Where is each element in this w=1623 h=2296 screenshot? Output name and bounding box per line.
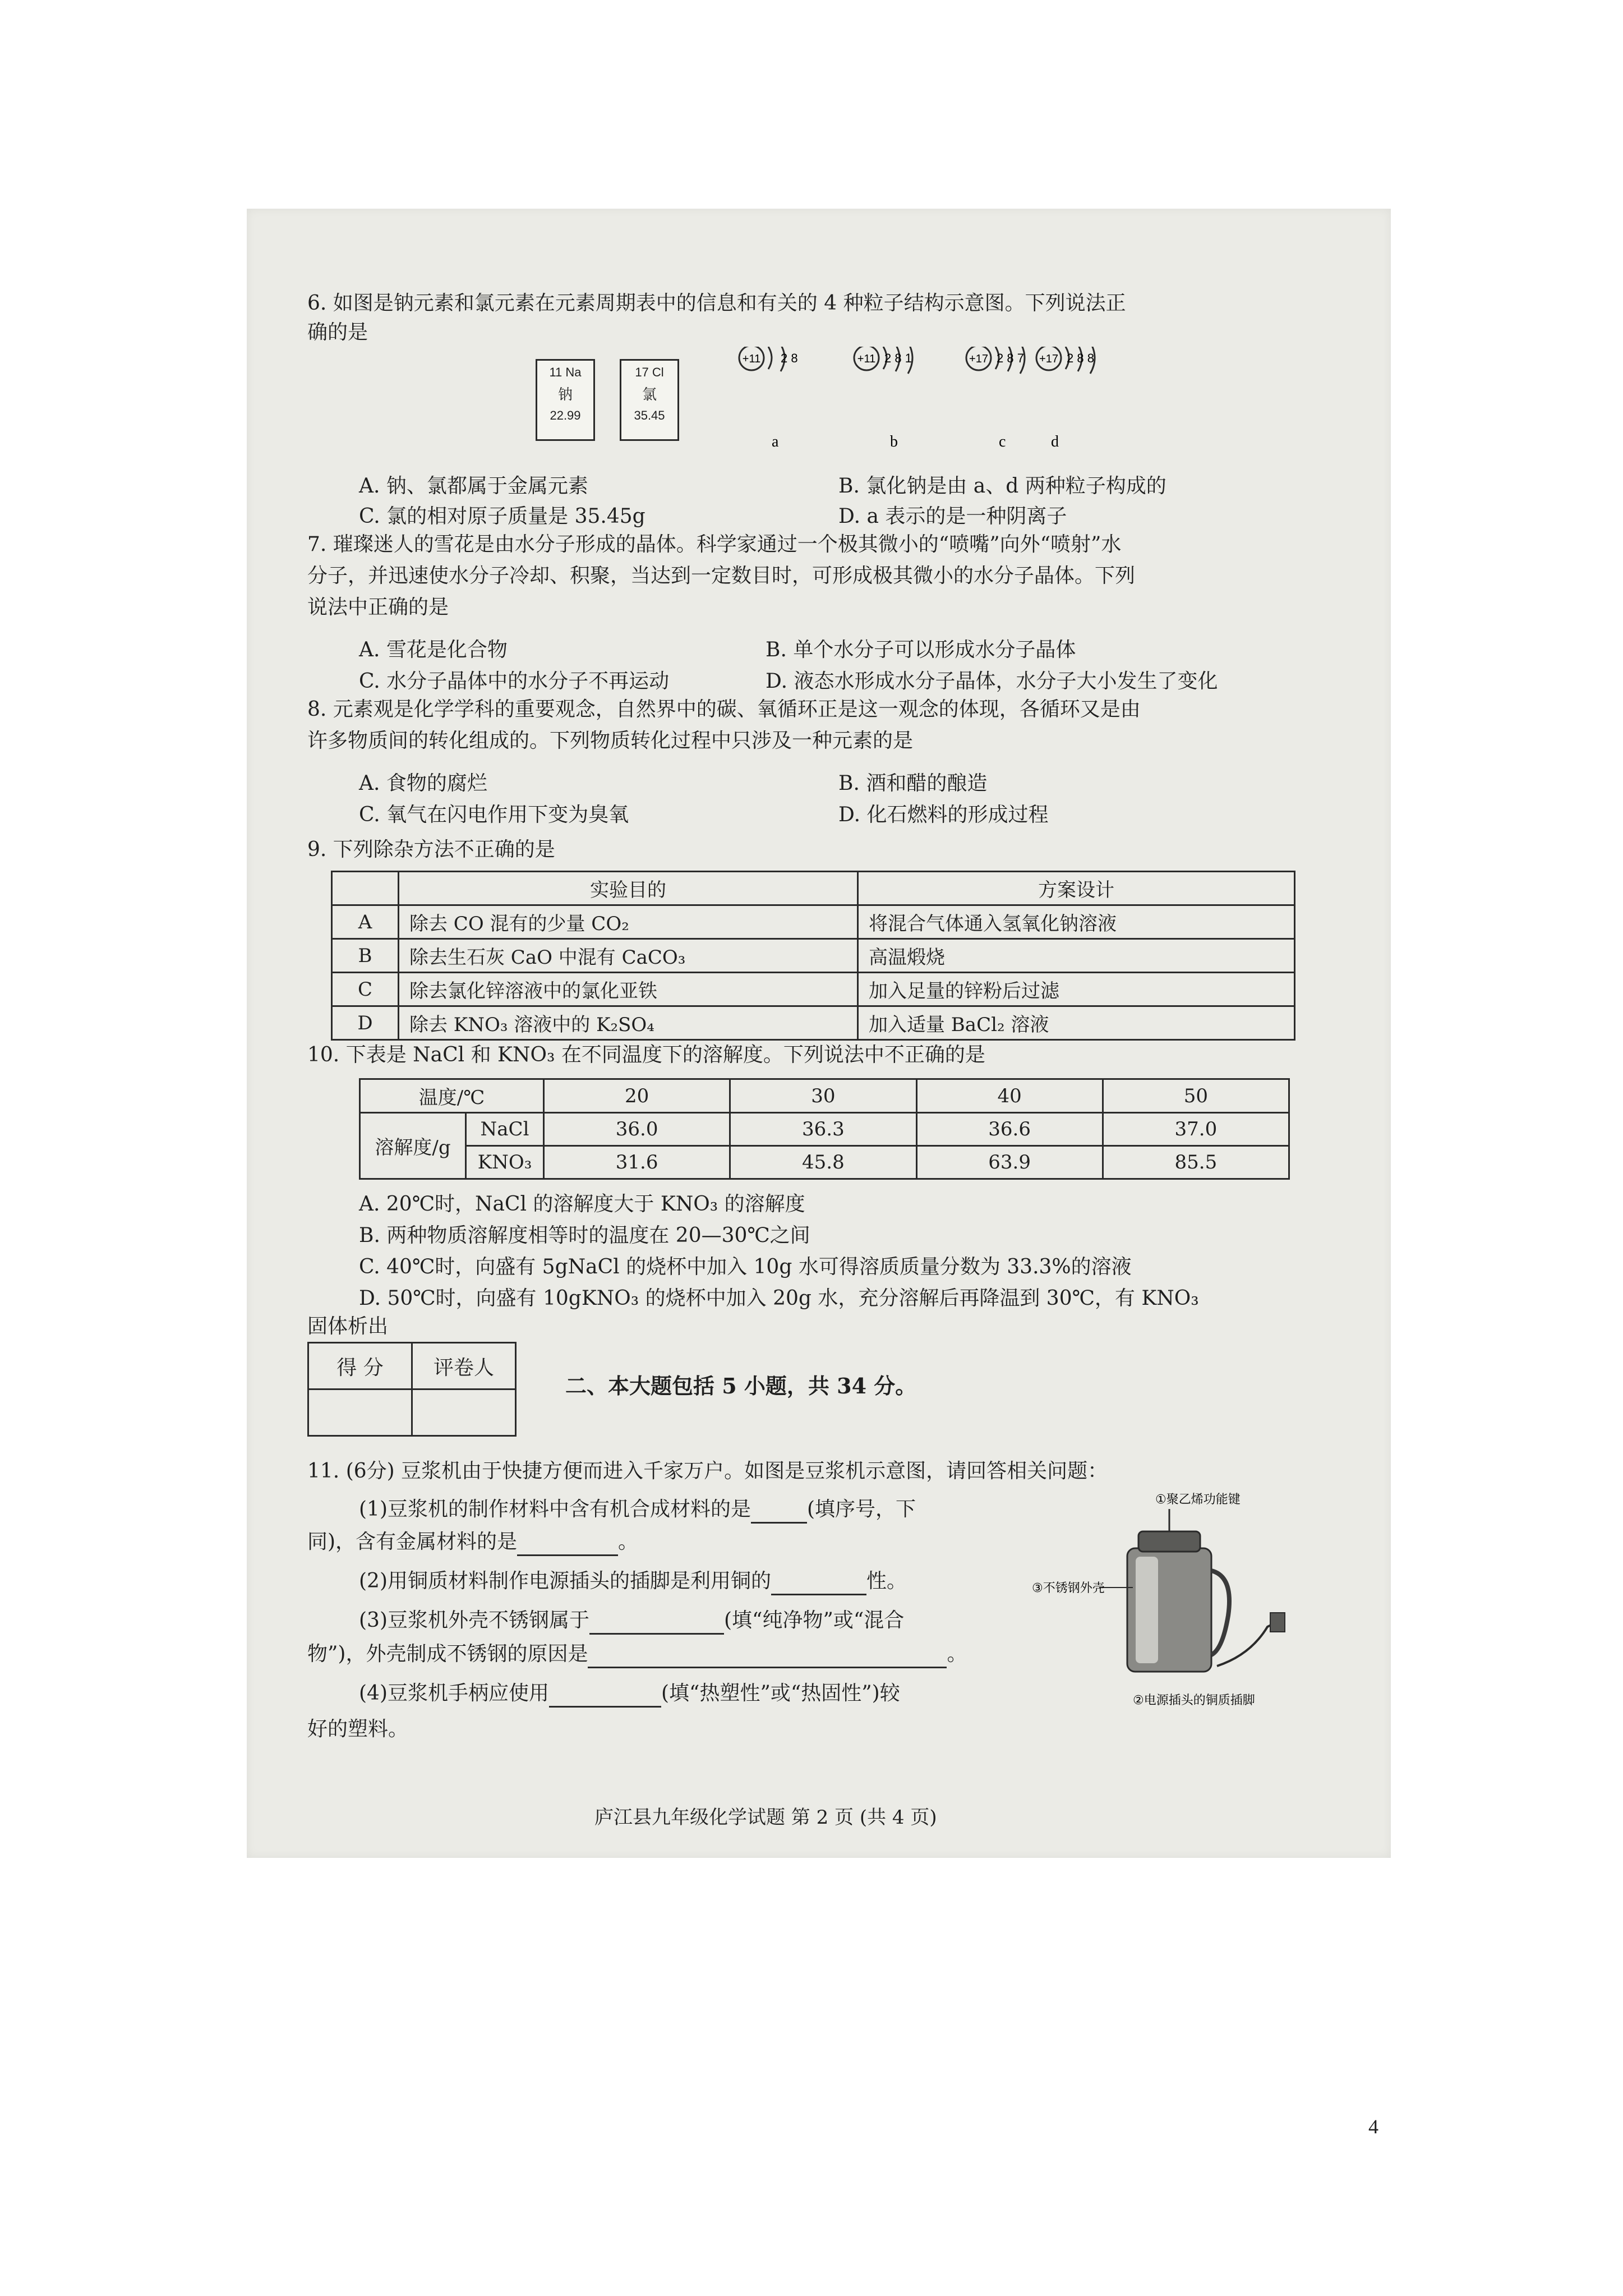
q6-stem-line2: 确的是: [307, 321, 368, 344]
q7-stem-line2: 分子，并迅速使水分子冷却、积聚，当达到一定数目时，可形成极其微小的水分子晶体。下列: [307, 564, 1136, 587]
q7-stem-line1: 7. 璀璨迷人的雪花是由水分子形成的晶体。科学家通过一个极其微小的“喷嘴”向外“喷射”水: [307, 533, 1122, 556]
q8-option-a: A. 食物的腐烂: [359, 772, 487, 795]
q10-solubility-table: [359, 1078, 1290, 1180]
q11-part1-text-d: 。: [618, 1530, 639, 1553]
table-cell: 加入足量的锌粉后过滤: [858, 973, 1295, 1006]
temperature-label: 温度/℃: [360, 1079, 544, 1113]
particle-d: [1036, 347, 1095, 450]
table-cell: 45.8: [730, 1146, 916, 1179]
answer-blank-organic[interactable]: [751, 1497, 807, 1524]
answer-blank-stainless-reason[interactable]: [588, 1641, 947, 1668]
q9-table: [331, 871, 1295, 1041]
table-header-cell: 40: [916, 1079, 1103, 1113]
table-cell: 36.3: [730, 1113, 916, 1146]
table-cell: 31.6: [544, 1146, 730, 1179]
particle-structure-diagrams: [538, 347, 1122, 459]
table-row: [332, 939, 1295, 973]
particle-b-shells: 2 8 1: [884, 351, 912, 365]
table-cell: 高温煅烧: [858, 939, 1295, 973]
table-row: [360, 1146, 1289, 1179]
table-header-cell: 50: [1103, 1079, 1289, 1113]
table-row: [332, 1006, 1295, 1040]
answer-blank-copper-property[interactable]: [771, 1568, 866, 1595]
table-cell: 63.9: [916, 1146, 1103, 1179]
figure-label-1: ①聚乙烯功能键: [1155, 1493, 1241, 1507]
table-cell: B: [332, 939, 399, 973]
q11-part4-line1: [359, 1681, 900, 1708]
figure-label-2: ②电源插头的铜质插脚: [1133, 1694, 1255, 1708]
q6-option-c: C. 氯的相对原子质量是 35.45g: [359, 505, 645, 528]
q11-part3-text-d: 。: [947, 1642, 967, 1665]
table-cell: A: [332, 905, 399, 939]
q7-option-c: C. 水分子晶体中的水分子不再运动: [359, 670, 670, 693]
q11-part3-text-b: (填“纯净物”或“混合: [724, 1609, 905, 1632]
q6-option-d: D. a 表示的是一种阴离子: [838, 505, 1067, 528]
table-header-cell: 实验目的: [399, 872, 858, 905]
chlorine-mass: 35.45: [634, 408, 665, 422]
q7-stem-line3: 说法中正确的是: [307, 596, 449, 619]
figure-label-3: ③不锈钢外壳: [1032, 1581, 1105, 1595]
q11-part4-text-b: (填“热塑性”或“热固性”)较: [661, 1682, 900, 1705]
q8-option-b: B. 酒和醋的酿造: [838, 772, 988, 795]
table-cell: 除去 KNO₃ 溶液中的 K₂SO₄: [399, 1006, 858, 1040]
particle-a-label: a: [772, 433, 779, 450]
soymilk-machine-figure: [1032, 1487, 1290, 1711]
table-cell: 除去 CO 混有的少量 CO₂: [399, 905, 858, 939]
q10-stem: 10. 下表是 NaCl 和 KNO₃ 在不同温度下的溶解度。下列说法中不正确的是: [307, 1043, 985, 1066]
table-header-cell: 30: [730, 1079, 916, 1113]
q11-part1-text-b: (填序号，下: [807, 1498, 916, 1521]
table-cell: 36.6: [916, 1113, 1103, 1146]
q11-part3-line1: [359, 1608, 904, 1635]
q7-option-b: B. 单个水分子可以形成水分子晶体: [766, 638, 1076, 661]
table-cell: 将混合气体通入氢氧化钠溶液: [858, 905, 1295, 939]
table-cell: D: [332, 1006, 399, 1040]
q8-stem-line1: 8. 元素观是化学学科的重要观念，自然界中的碳、氧循环正是这一观念的体现，各循环又是由: [307, 698, 1141, 721]
q10-option-b: B. 两种物质溶解度相等时的温度在 20—30℃之间: [359, 1224, 810, 1247]
sodium-number-symbol: 11 Na: [549, 365, 582, 379]
particle-a-nucleus: +11: [742, 353, 761, 365]
q10-option-c: C. 40℃时，向盛有 5gNaCl 的烧杯中加入 10g 水可得溶质质量分数为 33.3%的溶液: [359, 1255, 1132, 1278]
q6-option-a: A. 钠、氯都属于金属元素: [359, 475, 588, 498]
score-field[interactable]: [308, 1389, 412, 1436]
section-heading: 二、本大题包括 5 小题，共 34 分。: [565, 1373, 917, 1398]
solubility-label: 溶解度/g: [360, 1113, 466, 1179]
q11-part2-text-a: (2)用铜质材料制作电源插头的插脚是利用铜的: [359, 1570, 771, 1593]
table-row: [332, 905, 1295, 939]
table-header-row: [360, 1079, 1289, 1113]
score-box: [307, 1342, 517, 1437]
q11-part3-text-c: 物”)，外壳制成不锈钢的原因是: [307, 1642, 588, 1665]
answer-blank-stainless-type[interactable]: [589, 1608, 724, 1635]
q8-stem-line2: 许多物质间的转化组成的。下列物质转化过程中只涉及一种元素的是: [307, 729, 914, 752]
particle-a: [739, 347, 798, 450]
q11-part1-line1: [359, 1497, 916, 1524]
handle: [1211, 1571, 1229, 1655]
q11-part2-line: [359, 1568, 907, 1595]
q10-option-a: A. 20℃时，NaCl 的溶解度大于 KNO₃ 的溶解度: [359, 1193, 805, 1216]
machine-lid: [1138, 1531, 1200, 1552]
particle-c: [966, 347, 1025, 450]
table-header-cell: 方案设计: [858, 872, 1295, 905]
q11-part3-text-a: (3)豆浆机外壳不锈钢属于: [359, 1609, 589, 1632]
q11-part2-text-b: 性。: [866, 1570, 907, 1593]
score-label: 得 分: [308, 1343, 412, 1389]
particle-c-nucleus: +17: [969, 353, 988, 365]
q11-part4-line2: 好的塑料。: [307, 1718, 409, 1741]
q8-option-d: D. 化石燃料的形成过程: [838, 803, 1049, 826]
grader-label: 评卷人: [412, 1343, 516, 1389]
table-cell: 除去氯化锌溶液中的氯化亚铁: [399, 973, 858, 1006]
answer-blank-metal[interactable]: [517, 1529, 618, 1556]
particle-d-nucleus: +17: [1039, 353, 1058, 365]
q11-part1-line2: [307, 1529, 638, 1556]
q10-option-d-line2: 固体析出: [307, 1315, 389, 1338]
q11-part3-line2: [307, 1641, 967, 1668]
table-row: [360, 1113, 1289, 1146]
q7-option-a: A. 雪花是化合物: [359, 638, 508, 661]
particle-b-label: b: [890, 433, 898, 450]
table-header-row: [332, 872, 1295, 905]
q11-stem: 11. (6分) 豆浆机由于快捷方便而进入千家万户。如图是豆浆机示意图，请回答相关问题：: [307, 1460, 1108, 1483]
table-cell: 36.0: [544, 1113, 730, 1146]
table-cell: 加入适量 BaCl₂ 溶液: [858, 1006, 1295, 1040]
sodium-name: 钠: [557, 386, 573, 403]
table-row: [332, 973, 1295, 1006]
q6-option-b: B. 氯化钠是由 a、d 两种粒子构成的: [838, 475, 1166, 498]
q7-option-d: D. 液态水形成水分子晶体，水分子大小发生了变化: [766, 670, 1218, 693]
table-cell: 除去生石灰 CaO 中混有 CaCO₃: [399, 939, 858, 973]
particle-d-label: d: [1051, 433, 1059, 450]
answer-blank-plastic[interactable]: [549, 1681, 661, 1708]
page-footer: 庐江县九年级化学试题 第 2 页 (共 4 页): [594, 1806, 937, 1829]
particle-c-shells: 2 8 7: [997, 351, 1024, 365]
particle-d-shells: 2 8 8: [1067, 351, 1094, 365]
particle-b-nucleus: +11: [857, 353, 876, 365]
q10-option-d-line1: D. 50℃时，向盛有 10gKNO₃ 的烧杯中加入 20g 水，充分溶解后再降温到 30℃，有 KNO₃: [359, 1287, 1199, 1310]
particle-b: [854, 347, 912, 450]
q6-stem-line1: 6. 如图是钠元素和氯元素在元素周期表中的信息和有关的 4 种粒子结构示意图。下列说法正: [307, 292, 1126, 315]
table-cell: 85.5: [1103, 1146, 1289, 1179]
sodium-mass: 22.99: [550, 408, 581, 422]
q8-option-c: C. 氧气在闪电作用下变为臭氧: [359, 803, 629, 826]
table-cell: KNO₃: [466, 1146, 544, 1179]
q9-stem: 9. 下列除杂方法不正确的是: [307, 838, 555, 861]
particle-a-shells: 2 8: [781, 351, 798, 365]
page-number: 4: [1368, 2115, 1378, 2138]
table-cell: 37.0: [1103, 1113, 1289, 1146]
table-cell: C: [332, 973, 399, 1006]
chlorine-number-symbol: 17 Cl: [635, 365, 664, 379]
table-cell: NaCl: [466, 1113, 544, 1146]
q11-part1-text-a: (1)豆浆机的制作材料中含有机合成材料的是: [359, 1498, 751, 1521]
table-header-cell: 20: [544, 1079, 730, 1113]
power-plug: [1270, 1613, 1285, 1632]
machine-highlight: [1136, 1557, 1158, 1663]
q11-part1-text-c: 同)，含有金属材料的是: [307, 1530, 518, 1553]
chlorine-name: 氯: [642, 386, 657, 403]
grader-field[interactable]: [412, 1389, 516, 1436]
q11-part4-text-a: (4)豆浆机手柄应使用: [359, 1682, 549, 1705]
particle-c-label: c: [999, 433, 1006, 450]
table-header-cell: [332, 872, 399, 905]
